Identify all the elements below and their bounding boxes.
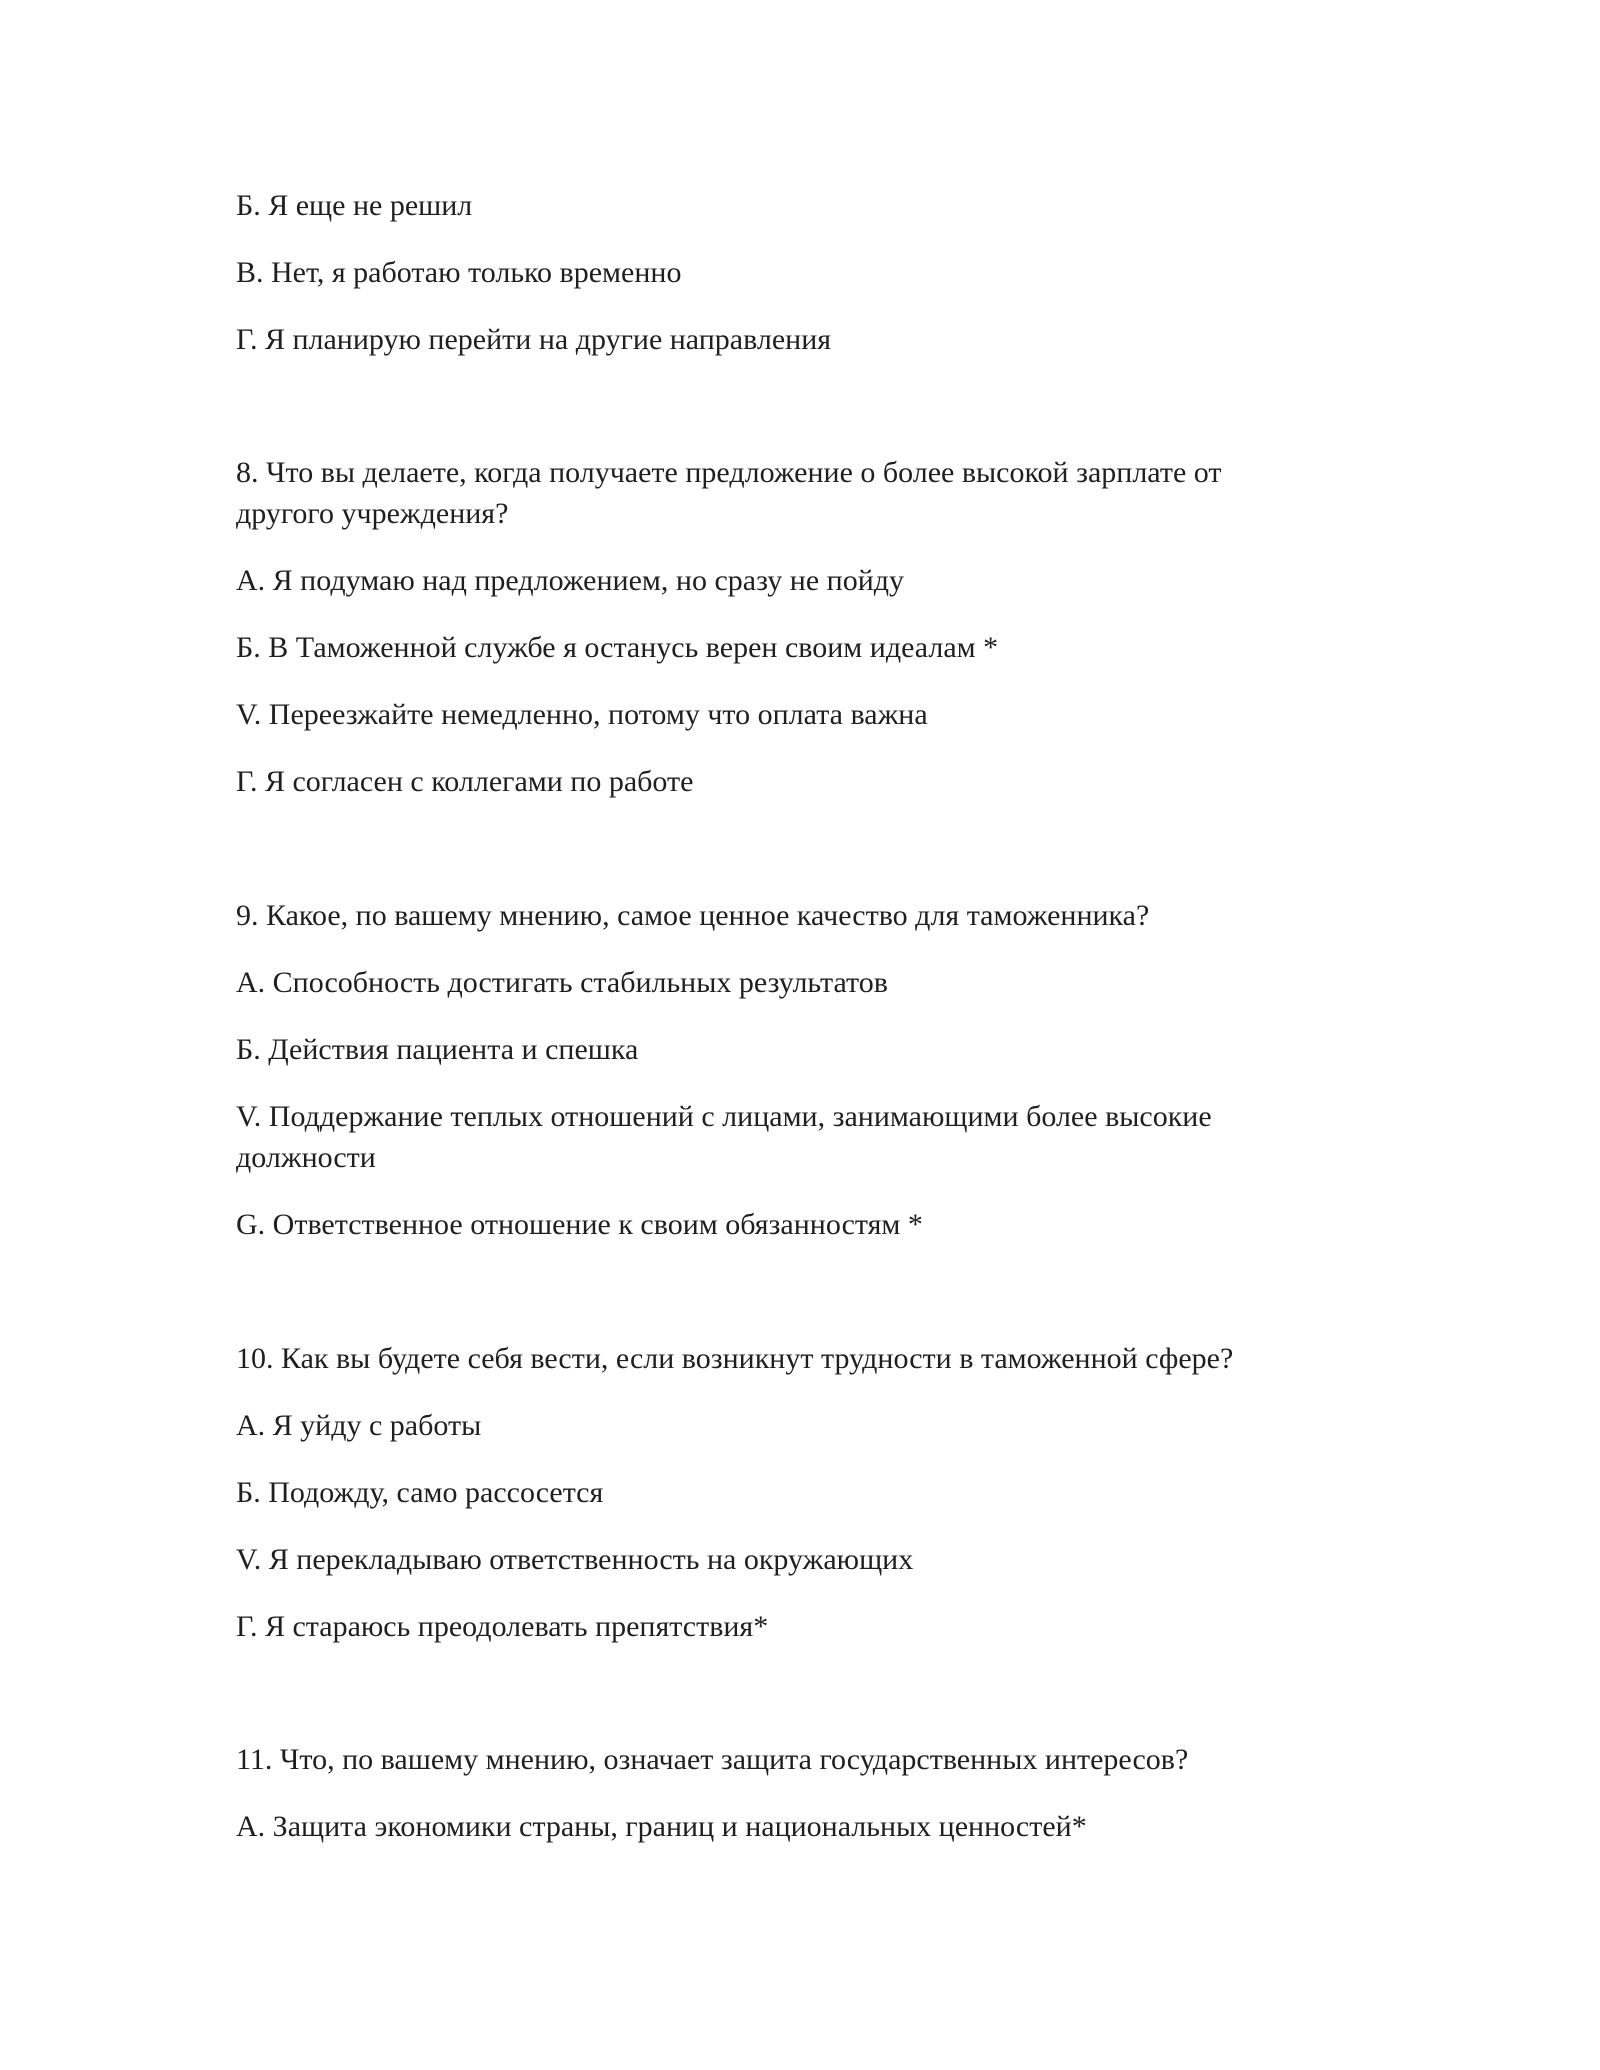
answer-option: должности: [236, 1141, 376, 1174]
answer-option: G. Ответственное отношение к своим обязанностям *: [236, 1208, 923, 1241]
answer-option: V. Я перекладываю ответственность на окружающих: [236, 1543, 914, 1576]
answer-option: В. Нет, я работаю только временно: [236, 256, 682, 289]
answer-option: V. Поддержание теплых отношений с лицами, занимающими более высокие: [236, 1100, 1212, 1133]
answer-option: V. Переезжайте немедленно, потому что оплата важна: [236, 698, 928, 731]
answer-option: А. Я подумаю над предложением, но сразу не пойду: [236, 564, 905, 597]
question-text: другого учреждения?: [236, 497, 509, 530]
answer-option: А. Способность достигать стабильных результатов: [236, 966, 888, 999]
question-text: 9. Какое, по вашему мнению, самое ценное качество для таможенника?: [236, 899, 1150, 932]
question-text: 11. Что, по вашему мнению, означает защита государственных интересов?: [236, 1743, 1189, 1776]
answer-option: Г. Я согласен с коллегами по работе: [236, 765, 694, 798]
answer-option: Г. Я планирую перейти на другие направления: [236, 323, 832, 356]
question-text: 10. Как вы будете себя вести, если возникнут трудности в таможенной сфере?: [236, 1342, 1234, 1375]
answer-option: А. Я уйду с работы: [236, 1409, 482, 1442]
answer-option: А. Защита экономики страны, границ и национальных ценностей*: [236, 1810, 1087, 1843]
question-text: 8. Что вы делаете, когда получаете предложение о более высокой зарплате от: [236, 456, 1222, 489]
answer-option: Б. В Таможенной службе я останусь верен своим идеалам *: [236, 631, 999, 664]
answer-option: Б. Я еще не решил: [236, 189, 473, 222]
answer-option: Б. Действия пациента и спешка: [236, 1033, 639, 1066]
answer-option: Г. Я стараюсь преодолевать препятствия*: [236, 1610, 769, 1643]
answer-option: Б. Подожду, само рассосется: [236, 1476, 604, 1509]
